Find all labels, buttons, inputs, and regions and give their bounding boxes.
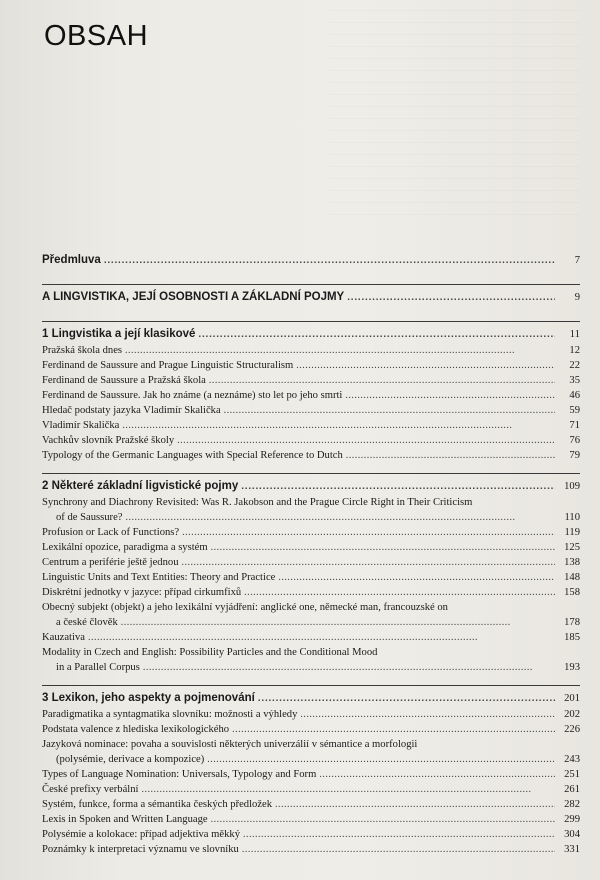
toc-entry (42, 660, 580, 675)
leader-dots (296, 358, 555, 373)
leader-dots (300, 707, 555, 722)
toc-entry-page: 202 (564, 709, 580, 720)
toc-entry-foreword (42, 252, 580, 269)
leader-dots (121, 615, 555, 630)
leader-dots (244, 585, 555, 600)
toc-entry-title: Diskrétní jednotky v jazyce: případ cirkumfixů (42, 587, 242, 598)
toc-entry (42, 585, 580, 600)
toc-entry-page: 22 (569, 360, 580, 371)
leader-dots (88, 630, 555, 645)
toc-entry-page: 35 (569, 375, 580, 386)
toc-entry-title: of de Saussure? (56, 512, 123, 523)
leader-dots (177, 433, 555, 448)
toc-entry-title: Ferdinand de Saussure. Jak ho známe (a neznáme) sto let po jeho smrti (42, 390, 343, 401)
toc-entry-title: 1 Lingvistika a její klasikové (42, 328, 196, 340)
toc-entry (42, 555, 580, 570)
toc-entry (42, 782, 580, 797)
toc-entry-page: 185 (564, 632, 580, 643)
toc-entry (42, 448, 580, 463)
toc-entry (42, 510, 580, 525)
toc-entry (42, 752, 580, 767)
leader-dots (232, 722, 555, 737)
toc-entry (42, 615, 580, 630)
toc-entry (42, 797, 580, 812)
toc-entry-multiline (42, 495, 580, 525)
toc-entry-title: Vachkův slovník Pražské školy (42, 435, 175, 446)
toc-entry-page: 109 (564, 481, 580, 492)
toc-entry-title: Linguistic Units and Text Entities: Theory and Practice (42, 572, 276, 583)
toc-entry-title-line1: Jazyková nominace: povaha a souvislosti některých univerzálií v sémantice a morfologii (42, 739, 418, 750)
toc-entry (42, 373, 580, 388)
toc-entry-title: Poznámky k interpretaci významu ve slovníku (42, 844, 239, 855)
toc-entry-page: 138 (564, 557, 580, 568)
toc-entry-title-line1: Obecný subjekt (objekt) a jeho lexikální vyjádření: anglické one, německé man, francouzské on (42, 602, 448, 613)
toc-entry-title: (polysémie, derivace a kompozice) (56, 754, 205, 765)
toc-entry (42, 842, 580, 857)
toc-entry-title: Pražská škola dnes (42, 345, 123, 356)
leader-dots (345, 388, 555, 403)
leader-dots (241, 478, 555, 495)
toc-section-1 (42, 321, 580, 463)
toc-entry-multiline (42, 737, 580, 767)
toc-entry-title-line1: Modality in Czech and English: Possibility Particles and the Conditional Mood (42, 647, 378, 658)
toc-entry-page: 299 (564, 814, 580, 825)
leader-dots (347, 289, 555, 306)
toc-entry-title: Lexis in Spoken and Written Language (42, 814, 208, 825)
toc-entry-title: A LINGVISTIKA, JEJÍ OSOBNOSTI A ZÁKLADNÍ POJMY (42, 291, 345, 303)
leader-dots (122, 418, 555, 433)
toc-entry (42, 570, 580, 585)
toc-entry-title: Ferdinand de Saussure a Pražská škola (42, 375, 206, 386)
toc-entry (42, 707, 580, 722)
toc-entry-page: 71 (569, 420, 580, 431)
toc-entry-page: 76 (569, 435, 580, 446)
toc-part-heading (42, 289, 580, 306)
toc-entry-page: 79 (569, 450, 580, 461)
toc-entry-title: Ferdinand de Saussure and Prague Linguistic Structuralism (42, 360, 294, 371)
leader-dots (104, 252, 555, 269)
toc-entry-title: Systém, funkce, forma a sémantika českých předložek (42, 799, 273, 810)
toc-entry-page: 59 (569, 405, 580, 416)
toc-entry (42, 433, 580, 448)
leader-dots (346, 448, 555, 463)
leader-dots (242, 842, 555, 857)
leader-dots (211, 812, 555, 827)
toc-entry-page: 9 (574, 292, 580, 303)
leader-dots (125, 343, 555, 358)
toc-entry-page: 201 (564, 693, 580, 704)
toc-entry-title: Vladimír Skalička (42, 420, 120, 431)
toc-entry-page: 11 (569, 329, 580, 340)
toc-entry-page: 251 (564, 769, 580, 780)
toc-entry (42, 388, 580, 403)
toc-entry-page: 46 (569, 390, 580, 401)
leader-dots (207, 752, 555, 767)
toc-entry-page: 331 (564, 844, 580, 855)
toc-entry (42, 403, 580, 418)
toc-entry-page: 7 (574, 255, 580, 266)
toc-section-heading (42, 326, 580, 343)
toc-entry-title-line1: Synchrony and Diachrony Revisited: Was R. Jakobson and the Prague Circle Right in Their Criticism (42, 497, 473, 508)
toc-entry-page: 148 (564, 572, 580, 583)
toc-entry-title: Paradigmatika a syntagmatika slovníku: možnosti a výhledy (42, 709, 298, 720)
toc-entry-page: 282 (564, 799, 580, 810)
toc-entry-multiline (42, 600, 580, 630)
leader-dots (182, 555, 556, 570)
toc-entry-title: a české člověk (56, 617, 118, 628)
toc-entry-page: 119 (564, 527, 580, 538)
leader-dots (126, 510, 556, 525)
leader-dots (198, 326, 555, 343)
toc-entry-page: 304 (564, 829, 580, 840)
toc-entry (42, 827, 580, 842)
toc-front-matter (42, 252, 580, 269)
toc-entry-page: 158 (564, 587, 580, 598)
toc-entry-page: 125 (564, 542, 580, 553)
toc-entry-title: České prefixy verbální (42, 784, 139, 795)
toc-section-3 (42, 685, 580, 857)
leader-dots (142, 782, 556, 797)
toc-entry-title: in a Parallel Corpus (56, 662, 140, 673)
toc-entry (42, 540, 580, 555)
leader-dots (278, 570, 555, 585)
toc-entry (42, 343, 580, 358)
toc-entry-title: Profusion or Lack of Functions? (42, 527, 180, 538)
leader-dots (258, 690, 555, 707)
leader-dots (209, 373, 555, 388)
toc-entry-page: 226 (564, 724, 580, 735)
toc-entry-title: Předmluva (42, 254, 101, 266)
toc-entry-title: Types of Language Nomination: Universals, Typology and Form (42, 769, 317, 780)
leader-dots (319, 767, 555, 782)
leader-dots (243, 827, 555, 842)
toc-entry (42, 418, 580, 433)
toc-entry-title: Centrum a periférie ještě jednou (42, 557, 179, 568)
toc-entry-title: Polysémie a kolokace: případ adjektiva měkký (42, 829, 240, 840)
toc-section-2 (42, 473, 580, 675)
table-of-contents (42, 252, 580, 857)
toc-entry (42, 525, 580, 540)
toc-entry-title: Typology of the Germanic Languages with Special Reference to Dutch (42, 450, 343, 461)
toc-entry-title: Podstata valence z hlediska lexikologického (42, 724, 230, 735)
toc-entry (42, 812, 580, 827)
toc-entry-title: 3 Lexikon, jeho aspekty a pojmenování (42, 692, 255, 704)
toc-entry-page: 110 (564, 512, 580, 523)
toc-entry-multiline (42, 645, 580, 675)
toc-entry-page: 193 (564, 662, 580, 673)
leader-dots (143, 660, 555, 675)
toc-entry (42, 358, 580, 373)
toc-entry-page: 178 (564, 617, 580, 628)
toc-section-heading (42, 690, 580, 707)
toc-entry (42, 630, 580, 645)
bleed-through-text (330, 10, 580, 225)
leader-dots (182, 525, 555, 540)
toc-entry-title: Kauzativa (42, 632, 85, 643)
leader-dots (211, 540, 555, 555)
toc-part-a (42, 284, 580, 306)
toc-entry (42, 722, 580, 737)
toc-entry-title: 2 Některé základní ligvistické pojmy (42, 480, 239, 492)
toc-entry-page: 243 (564, 754, 580, 765)
toc-entry (42, 767, 580, 782)
page-title: OBSAH (44, 20, 149, 52)
toc-entry-title: Lexikální opozice, paradigma a systém (42, 542, 208, 553)
toc-section-heading (42, 478, 580, 495)
toc-entry-page: 261 (564, 784, 580, 795)
leader-dots (275, 797, 555, 812)
toc-entry-title: Hledač podstaty jazyka Vladimír Skalička (42, 405, 221, 416)
leader-dots (224, 403, 555, 418)
toc-entry-page: 12 (569, 345, 580, 356)
